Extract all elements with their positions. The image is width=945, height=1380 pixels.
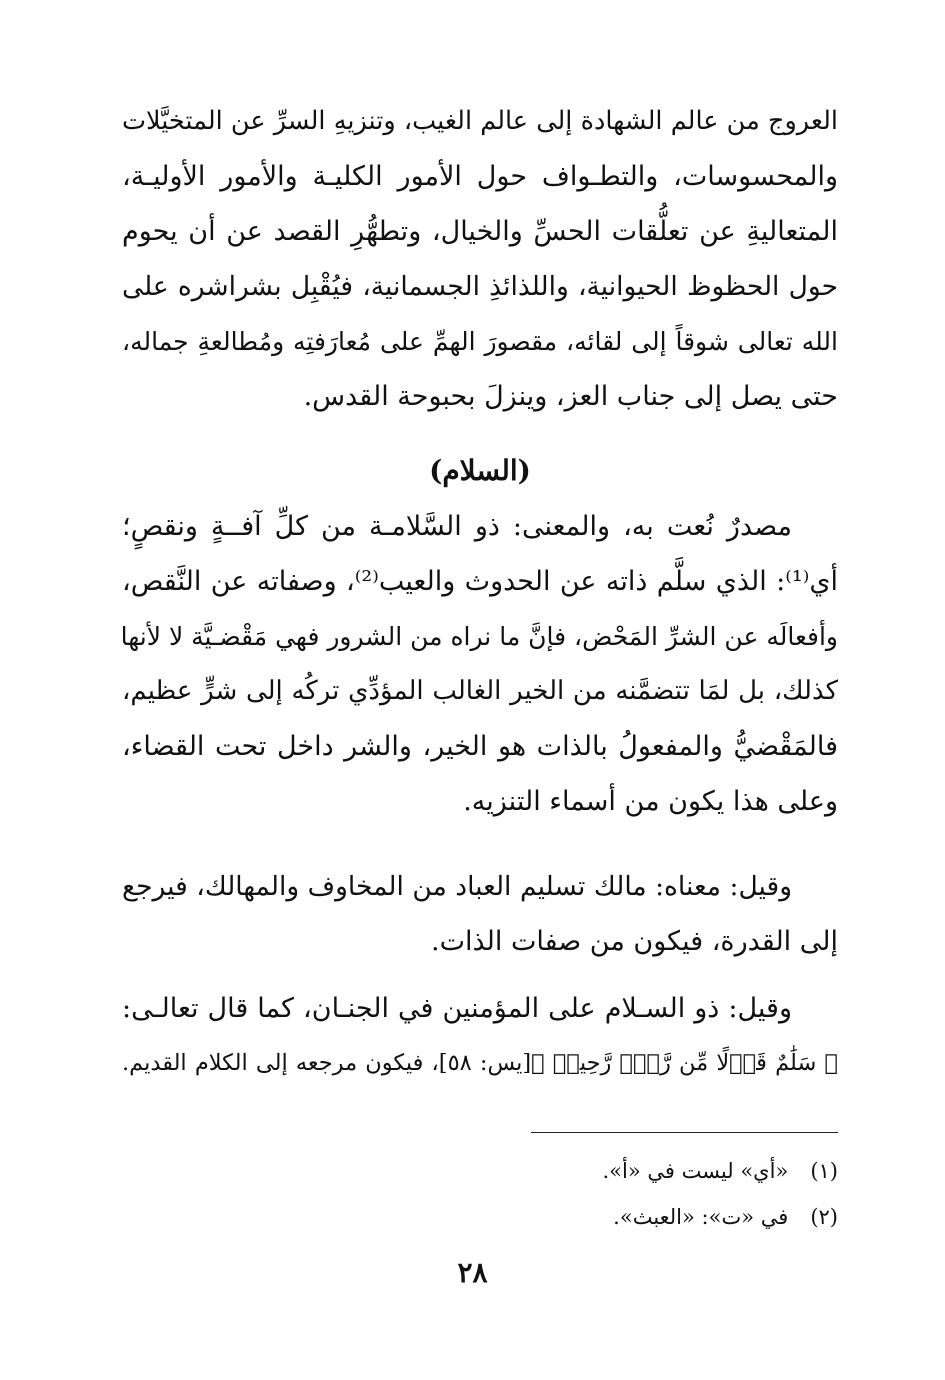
footnote-number: (٢) (810, 1205, 838, 1229)
paragraph-continuation (122, 94, 838, 424)
text-line: فالمَقْضيُّ والمفعولُ بالذات هو الخير، والشر داخل تحت القضاء، (122, 731, 838, 762)
text-line: حول الحظوظ الحيوانية، واللذائذِ الجسمانية، فيُقْبِل بشراشره على (122, 271, 838, 302)
paragraph-qila-2 (122, 981, 838, 1091)
paragraph-qila-1 (122, 859, 838, 969)
section-heading: (السلام) (429, 454, 531, 487)
section-salam (122, 443, 838, 829)
footnote-number: (١) (810, 1159, 838, 1183)
footnote-1 (400, 1148, 838, 1194)
text-line: أي⁽¹⁾: الذي سلَّم ذاته عن الحدوث والعيب⁽²⁾، وصفاته عن النَّقص، (122, 566, 838, 597)
text-line: مصدرٌ نُعت به، والمعنى: ذو السَّلامـة من كلِّ آفــةٍ ونقصٍ؛ (122, 511, 792, 542)
page-number: ٢٨ (457, 1256, 488, 1289)
footnote-divider (531, 1132, 838, 1133)
text-line: حتى يصل إلى جناب العز، وينزلَ بحبوحة القدس. (303, 381, 838, 412)
text-line: وقيل: ذو السـلام على المؤمنين في الجنـان، كما قال تعالـى: (122, 993, 792, 1024)
text-line: وأفعالَه عن الشرِّ المَحْض، فإنَّ ما نراه من الشرور فهي مَقْضـيَّة لا لأنها (120, 622, 838, 651)
footnote-text: في «ت»: «العبث». (613, 1205, 789, 1229)
text-line: كذلك، بل لمَا تتضمَّنه من الخير الغالب المؤدِّي تركُه إلى شرٍّ عظيم، (122, 676, 838, 706)
quran-verse-line: ﴿ سَلَٰمٌ قَوۡلًا مِّن رَّبّٖ رَّحِيمٖ ﴾[يس: ٥٨]، فيكون مرجعه إلى الكلام القديم. (122, 1050, 838, 1076)
text-line: والمحسوسات، والتطـواف حول الأمور الكليـة والأمور الأوليـة، (122, 161, 838, 192)
text-line: إلى القدرة، فيكون من صفات الذات. (431, 926, 838, 957)
text-line: العروج من عالم الشهادة إلى عالم الغيب، وتنزيهِ السرِّ عن المتخيَّلات (122, 106, 838, 136)
text-line: المتعاليةِ عن تعلُّقات الحسِّ والخيال، وتطهُّرِ القصد عن أن يحوم (122, 216, 838, 247)
footnotes (400, 1148, 838, 1240)
text-line: وقيل: معناه: مالك تسليم العباد من المخاوف والمهالك، فيرجع (122, 871, 792, 902)
text-line: وعلى هذا يكون من أسماء التنزيه. (463, 786, 838, 817)
text-line: الله تعالى شوقاً إلى لقائه، مقصورَ الهمِّ على مُعارَفتِه ومُطالعةِ جماله، (122, 327, 838, 356)
footnote-text: «أي» ليست في «أ». (602, 1159, 789, 1183)
footnote-2 (400, 1194, 838, 1240)
